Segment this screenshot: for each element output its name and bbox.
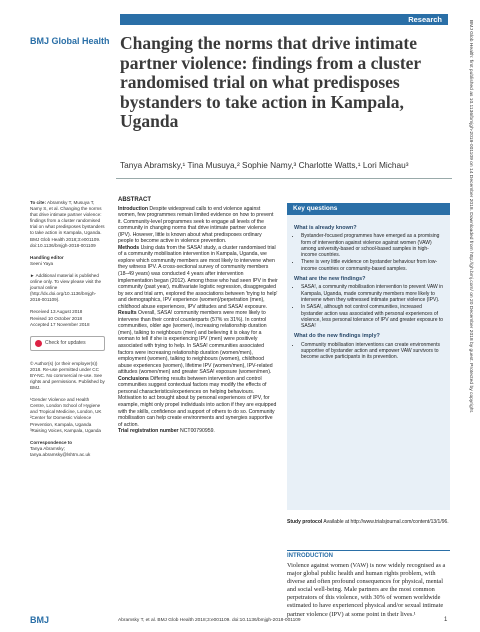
methods-text: Using data from the SASA! study, a cluster randomised trial of a community mobilisation intervention in Kampala, Uganda, we explore which community members are most likely to intervene when they witness IPV. A cross-sectional survey of community members (18–49 years) was conducted 4 years after intervention implementation began (2012). Among those who had seen IPV in their community (past year), multivariate logistic regression, disaggregated by sex and trial arm, explored the associations between 'trying to help' and demographics, IPV experience (women)/perpetration (men), childhood abuse experiences, IPV attitudes and SASA! exposure. [118,244,278,310]
dates-block [30,309,105,327]
list-item: • Community mobilisation interventions can create environments supportive of bystander action and empower VAW survivors to become active participants in its prevention. [301,342,444,361]
list-item: • Bystander-focused programmes have emerged as a promising form of intervention against violence against women (VAW) among university-based or school-based samples in high-income countries. [301,233,444,258]
findings-list [294,284,444,329]
supplementary-note: ► Additional material is published online only. To view please visit the journal online (http://dx.doi.org/10.1136/bmjgh-2018-001109). [30,272,102,303]
abstract [118,197,278,435]
abstract-introduction [118,206,278,245]
journal-logo: BMJ Global Health [30,36,110,46]
article-title: Changing the norms that drive intimate partner violence: findings from a cluster randomised trial on what predisposes bystanders to take action in Kampala, Uganda [120,33,421,131]
side-note-text: BMJ Glob Health: first published as 10.1136/bmjgh-2018-001109 on 14 December 2018. Downloaded from http://gh.bmj.com/ on 20 December 2018 by guest. Protected by copyright. [468,20,473,414]
citation-block [30,200,105,249]
question-known: What is already known? [294,225,357,231]
correspondence-block [30,440,105,458]
section-banner [120,14,448,25]
abstract-methods [118,245,278,310]
received-date: Received 13 August 2018 [30,309,83,315]
introduction-heading: INTRODUCTION [287,553,333,559]
key-questions-body [294,221,444,362]
abstract-results [118,310,278,375]
trial-number: NCT00790959. [180,428,215,435]
cite-text: Abramsky T, Musuya T, Namy S, et al. Changing the norms that drive intimate partner violence: findings from a cluster randomised trial on what predisposes bystanders to take action in Kampala, Uganda. BMJ Glob Health 2018;3:e001109. doi:10.1136/bmjgh-2018-001109 [30,200,105,248]
accepted-date: Accepted 17 November 2018 [30,321,90,327]
protocol-link[interactable]: Available at http://www.trialsjournal.com/content/13/1/96. [323,519,449,525]
results-text: Overall, SASA! community members were more likely to intervene than their control counterparts (57% vs 31%). In control communities, older age (women), increasing relationship duration (men), talking to neighbours (men) and believing it is okay for a woman to tell if she is experiencing IPV (men) were positively associated with trying to help. In SASA! communities associated factors were increasing relationship duration (women/men), employment (women), talking to neighbours (women), childhood abuse experiences (women), lifetime IPV (women/men), IPV-related attitudes (women/men) and greater SASA! exposure (women/men). [118,310,273,376]
key-questions-heading: Key questions [293,205,338,212]
abstract-trial [118,428,278,435]
results-label: Results [118,310,137,317]
affiliations: ¹Gender Violence and Health Centre, London School of Hygiene and Tropical Medicine, London, UK ²Center for Domestic Violence Prevention, Kampala, Uganda ³Raising Voices, Kampala, Uganda [30,397,102,433]
side-download-note [463,20,473,615]
footer-citation: Abramsky T, et al. BMJ Glob Health 2018;3:e001109. doi:10.1136/bmjgh-2018-001109 [118,618,301,623]
protocol-label: Study protocol [287,519,323,525]
abstract-conclusions [118,376,278,428]
divider [287,550,450,551]
known-list [294,233,444,272]
list-item: • There is very little evidence on bystander behaviour from low-income countries or community-based samples. [301,259,444,272]
trial-label: Trial registration number [118,428,179,435]
correspondence-text: Tanya Abramsky; tanya.abramsky@lshtm.ac.uk [30,445,91,457]
copyright-note: © Author(s) (or their employer(s)) 2018. Re-use permitted under CC BY-NC. No commercial re-use. See rights and permissions. Published by BMJ. [30,360,105,391]
intro-text: Despite widespread calls to end violence against women, few programmes remain limited evidence on how to prevent it. Community-level programmes seek to engage all levels of the community in changing norms that drive intimate partner violence (IPV). However, little is known about what predisposes ordinary people to become active in violence prevention. [118,205,274,245]
introduction-text: Violence against women (VAW) is now widely recognised as a major global public health and human rights problem, with diverse and often profound consequences for physical, mental and social well-being. Male partners are the most common perpetrators of this violence, with 30% of women worldwide estimated to have experienced physical and/or sexual intimate partner violence (IPV) at some point in their lives.¹ [287,562,446,618]
divider [116,178,452,179]
question-new-findings: What are the new findings? [294,276,366,283]
list-item: • SASA!, a community mobilisation intervention to prevent VAW in Kampala, Uganda, made community members more likely to intervene when they witnessed intimate partner violence (IPV). [301,284,444,303]
key-questions-box [287,203,450,510]
update-icon [35,340,42,347]
study-protocol [287,519,450,525]
bmj-logo: BMJ [30,615,50,625]
question-implications: What do the new findings imply? [294,333,380,340]
introduction-section [287,553,450,619]
key-questions-header [287,203,450,215]
intro-label: Introduction [118,205,148,212]
check-updates-label: Check for updates [45,340,86,347]
section-label: Research [408,15,442,24]
editor-label: Handling editor [30,254,64,260]
cite-label: To cite: [30,200,46,205]
article-info-sidebar [30,200,105,464]
abstract-heading: ABSTRACT [118,197,151,203]
methods-label: Methods [118,244,140,251]
correspondence-label: Correspondence to [30,439,73,445]
editor-block [30,255,105,267]
page-number: 1 [444,617,448,623]
editor-name: Seeni Yaya [30,260,54,266]
revised-date: Revised 10 October 2018 [30,315,83,321]
list-item: • In SASA!, although not control communities, increased bystander action was associated with personal experiences of violence, less personal tolerance of IPV and greater exposure to SASA! [301,304,444,329]
conclusions-text: Differing results between intervention and control communities suggest contextual factors may modify the effects of personal characteristics/experiences on helping behaviours. Motivation to act brought about by personal experiences of IPV, for example, might only propel individuals into action if they are equipped with the skills, confidence and support of others to do so. Community mobilisation can help create environments and synergies supportive of action. [118,375,277,428]
check-updates-button[interactable] [30,336,105,351]
conclusions-label: Conclusions [118,375,149,382]
implications-list [294,342,444,361]
author-list: Tanya Abramsky,¹ Tina Musuya,² Sophie Namy,³ Charlotte Watts,¹ Lori Michau³ [120,160,409,170]
